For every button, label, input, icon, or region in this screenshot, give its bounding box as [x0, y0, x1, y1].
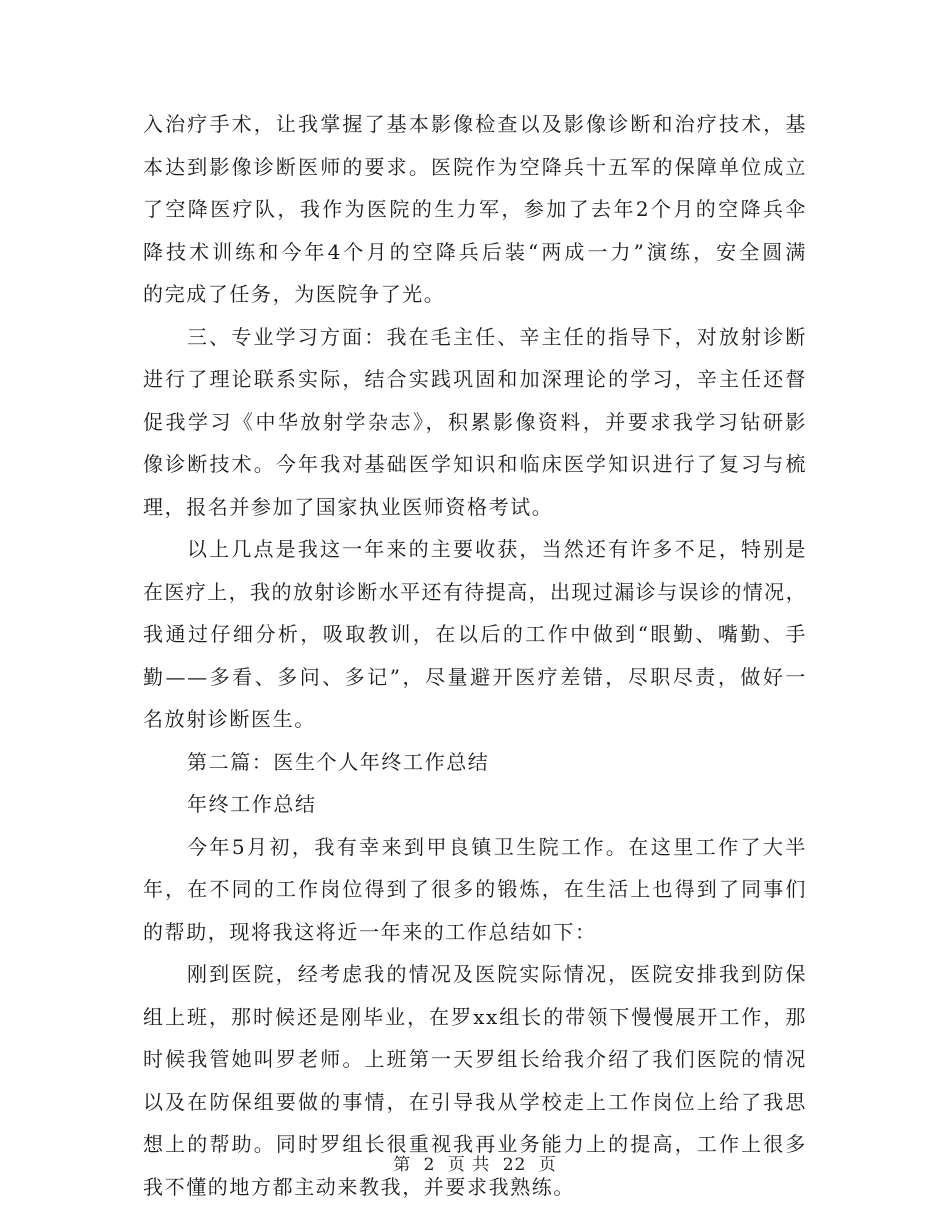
text-line: 名放射诊断医生。: [143, 707, 316, 731]
text-line: 在医疗上，我的放射诊断水平还有待提高，出现过漏诊与误诊的情况，: [143, 579, 807, 604]
text-line: 今年5月初，我有幸来到甲良镇卫生院工作。在这里工作了大半: [187, 834, 807, 859]
text-line: 的完成了任务，为医院争了光。: [143, 282, 446, 306]
text-line: 以及在防保组要做的事情，在引导我从学校走上工作岗位上给了我思: [143, 1089, 807, 1114]
text-line: 入治疗手术，让我掌握了基本影像检查以及影像诊断和治疗技术，基: [143, 112, 807, 136]
text-line: 勤——多看、多问、多记”，尽量避开医疗差错，尽职尽责，做好一: [143, 664, 807, 689]
text-line: 三、专业学习方面：我在毛主任、辛主任的指导下，对放射诊断: [187, 324, 807, 349]
footer-prefix: 第: [393, 1155, 412, 1175]
text-line: 组上班，那时候还是刚毕业，在罗xx组长的带领下慢慢展开工作，那: [143, 1004, 807, 1029]
text-line: 了空降医疗队，我作为医院的生力军，参加了去年2个月的空降兵伞: [143, 197, 807, 221]
text-line: 降技术训练和今年4个月的空降兵后装“两成一力”演练，安全圆满: [143, 239, 807, 264]
text-line: 进行了理论联系实际，结合实践巩固和加深理论的学习，辛主任还督: [143, 367, 807, 391]
footer-suffix: 页: [538, 1155, 557, 1175]
text-line: 促我学习《中华放射学杂志》，积累影像资料，并要求我学习钻研影: [143, 409, 807, 434]
text-line: 想上的帮助。同时罗组长很重视我再业务能力上的提高，工作上很多: [143, 1132, 807, 1156]
document-body: [143, 103, 807, 1208]
text-line: 第二篇：医生个人年终工作总结: [187, 749, 490, 774]
text-line: 本达到影像诊断医师的要求。医院作为空降兵十五军的保障单位成立: [143, 154, 807, 179]
text-line: 理，报名并参加了国家执业医师资格考试。: [143, 494, 554, 519]
page-footer: [0, 1150, 950, 1175]
text-line: 年，在不同的工作岗位得到了很多的锻炼，在生活上也得到了同事们: [143, 877, 807, 901]
footer-current-page: 2: [423, 1155, 436, 1175]
footer-total-pages: 22: [502, 1155, 527, 1175]
text-line: 刚到医院，经考虑我的情况及医院实际情况，医院安排我到防保: [187, 962, 807, 986]
text-line: 以上几点是我这一年来的主要收获，当然还有许多不足，特别是: [187, 537, 807, 561]
footer-middle: 页 共: [447, 1155, 491, 1175]
text-line: 时候我管她叫罗老师。上班第一天罗组长给我介绍了我们医院的情况: [143, 1047, 807, 1071]
text-line: 我不懂的地方都主动来教我，并要求我熟练。: [143, 1174, 575, 1199]
text-line: 年终工作总结: [187, 792, 317, 816]
text-line: 像诊断技术。今年我对基础医学知识和临床医学知识进行了复习与梳: [143, 452, 807, 476]
text-line: 的帮助，现将我这将近一年来的工作总结如下：: [143, 919, 597, 944]
text-line: 我通过仔细分析，吸取教训，在以后的工作中做到“眼勤、嘴勤、手: [143, 622, 807, 646]
